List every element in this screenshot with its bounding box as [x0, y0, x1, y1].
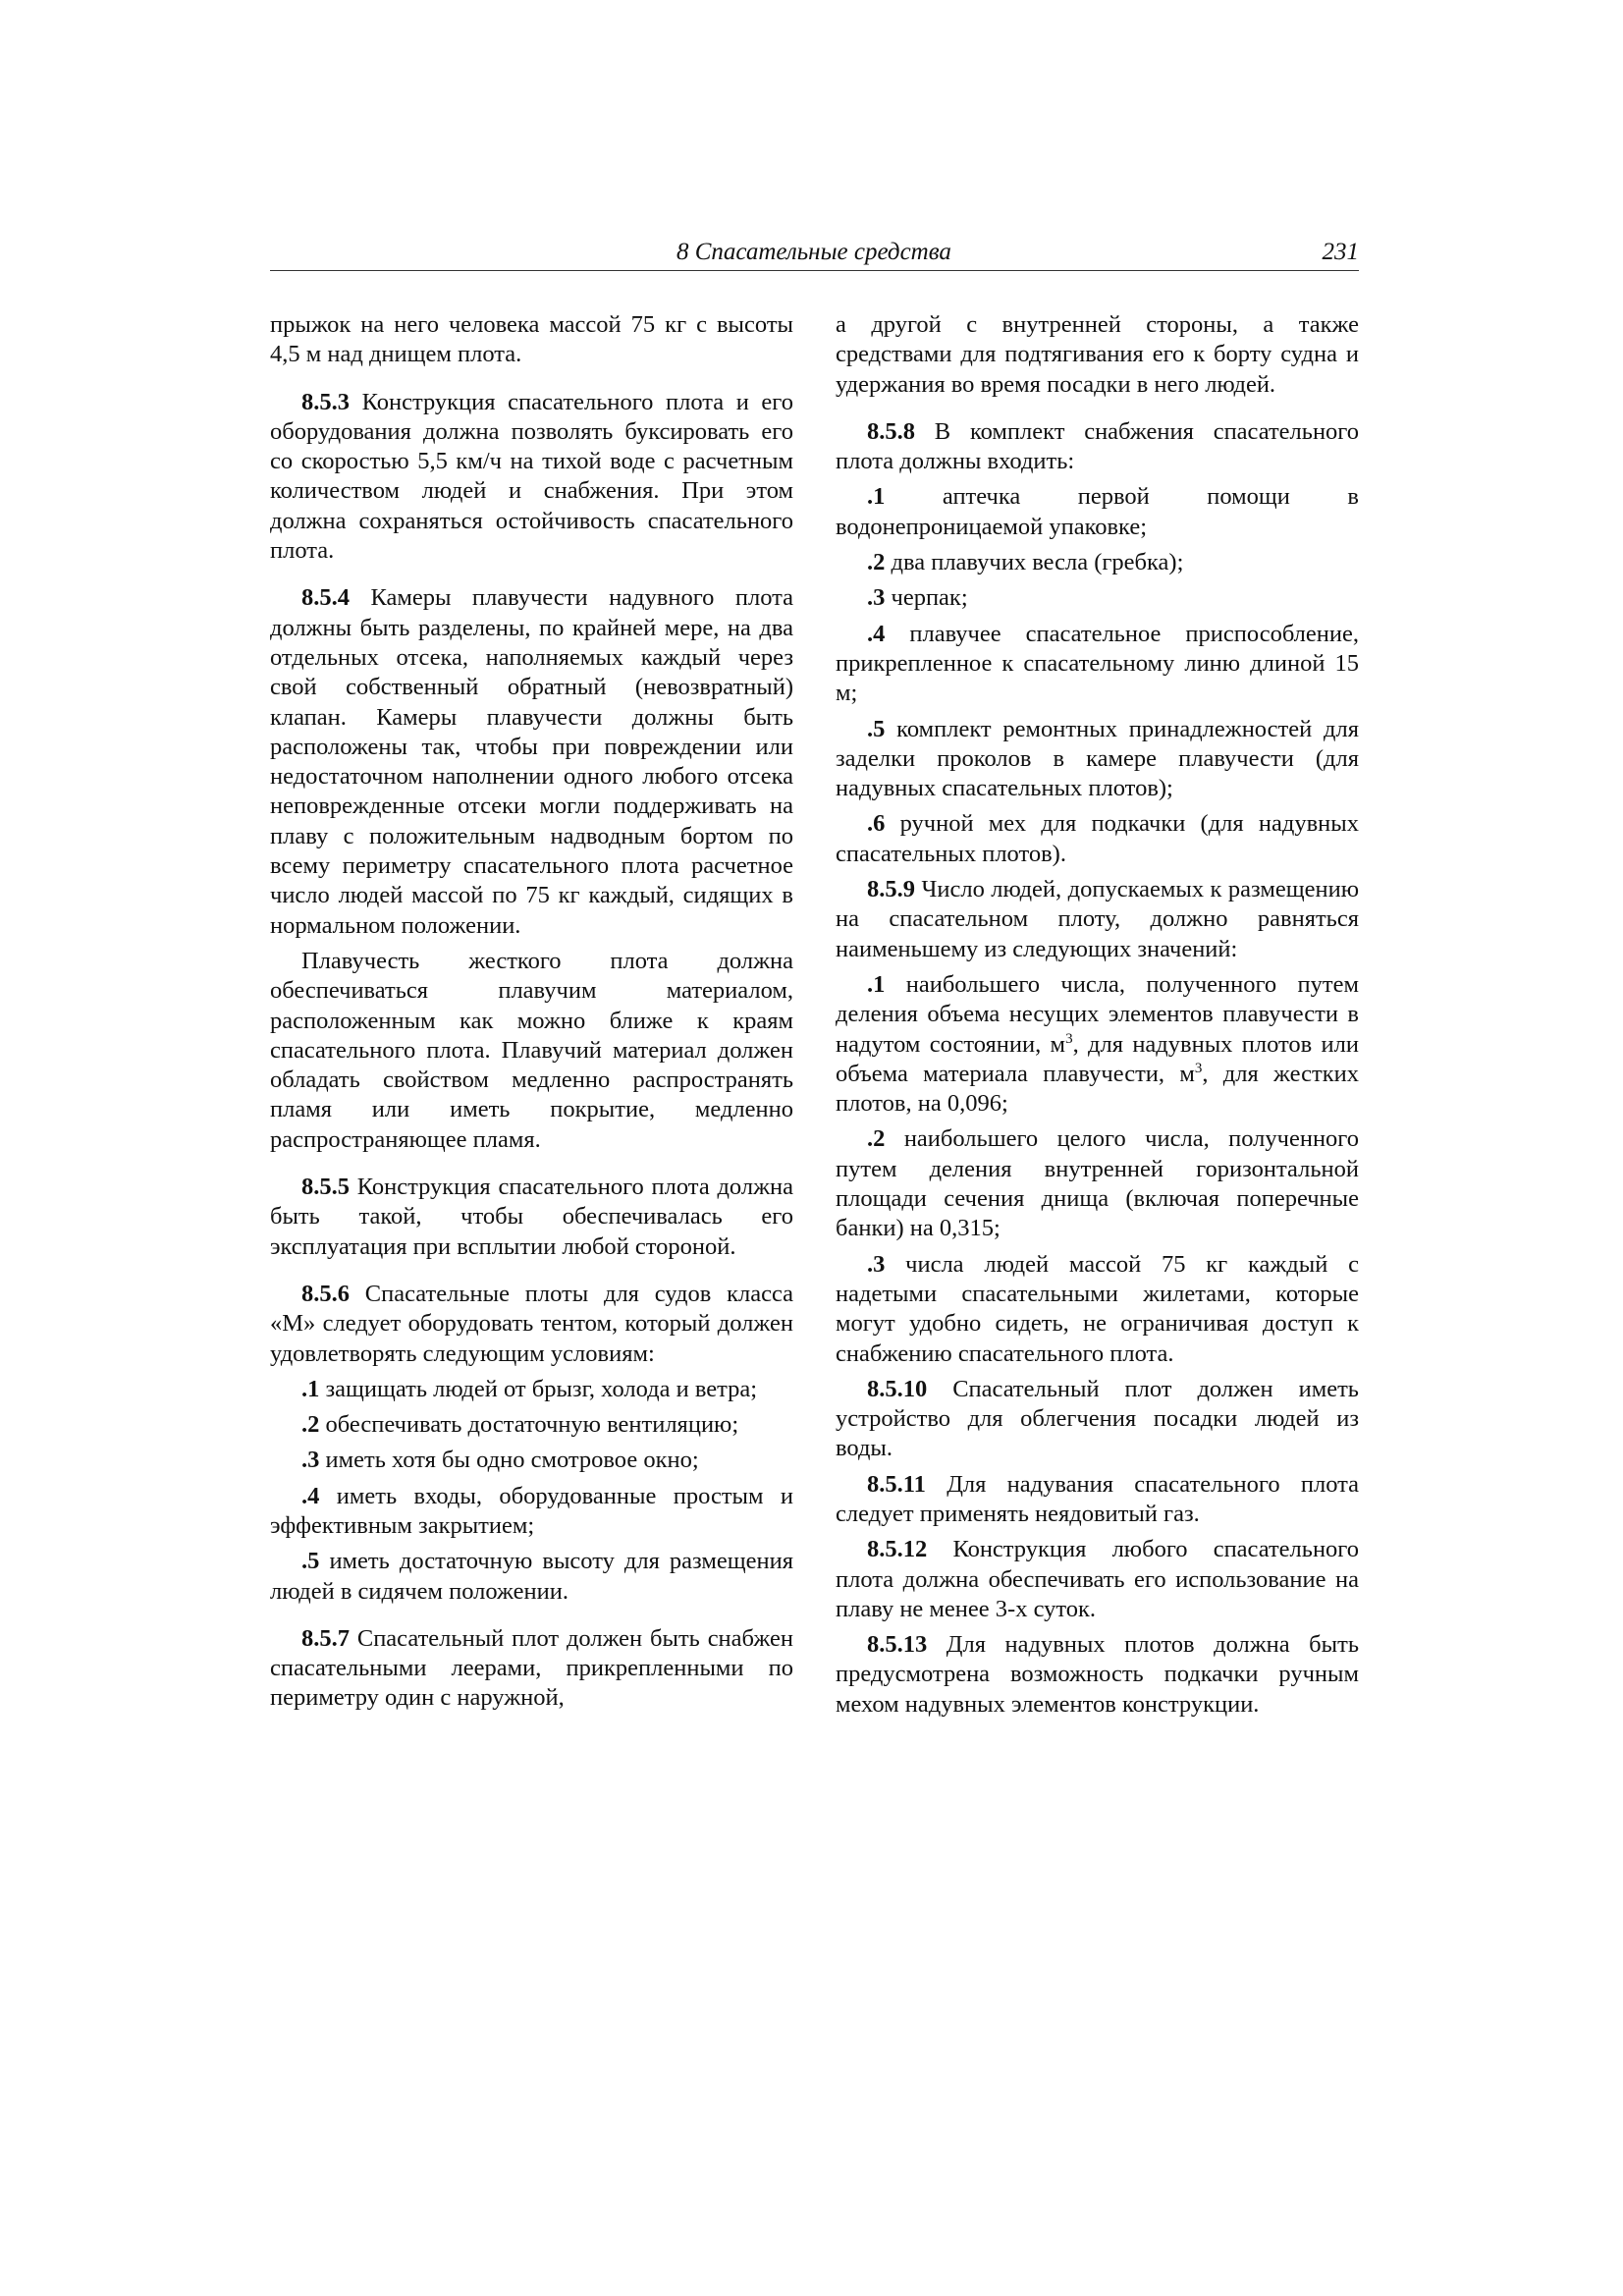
section-title: 8 Спасательные средства: [676, 239, 951, 265]
clause-text: Спасательные плоты для судов класса «М» следует оборудовать тентом, который должен удовлетворять следующим условиям:: [270, 1280, 793, 1367]
clause-number: 8.5.8: [867, 417, 915, 445]
item-text: иметь достаточную высоту для размещения людей в сидячем положении.: [270, 1548, 793, 1605]
list-item: [836, 1250, 1359, 1369]
item-text: комплект ремонтных принадлежностей для заделки проколов в камере плавучести (для надувных спасательных плотов);: [836, 715, 1359, 802]
item-text: числа людей массой 75 кг каждый с надетыми спасательными жилетами, которые могут удобно сидеть, не ограничивая доступ к снабжению спасательного плота.: [836, 1250, 1359, 1367]
item-number: .1: [867, 483, 886, 511]
clause-8-5-9: [836, 875, 1359, 964]
paragraph-text: а другой с внутренней стороны, а также средствами для подтягивания его к борту судна и удержания во время посадки в него людей.: [836, 311, 1359, 398]
clause-text: Для надувных плотов должна быть предусмотрена возможность подкачки ручным мехом надувных элементов конструкции.: [836, 1631, 1359, 1718]
clause-8-5-6: [270, 1280, 793, 1369]
clause-number: 8.5.11: [867, 1470, 926, 1498]
item-text: защищать людей от брызг, холода и ветра;: [319, 1375, 758, 1402]
clause-number: 8.5.4: [301, 584, 350, 612]
clause-8-5-10: [836, 1375, 1359, 1464]
list-item: [270, 1547, 793, 1607]
item-number: .3: [867, 584, 886, 612]
list-item: [836, 620, 1359, 709]
item-number: .2: [301, 1411, 320, 1439]
item-text-cont: , для надувных плотов или объема материала плавучести, м: [836, 1030, 1359, 1087]
clause-number: 8.5.6: [301, 1280, 350, 1307]
clause-number: 8.5.12: [867, 1536, 928, 1563]
list-item: [270, 1375, 793, 1404]
list-item: [836, 970, 1359, 1119]
item-number: .2: [867, 1125, 886, 1153]
clause-number: 8.5.13: [867, 1631, 928, 1659]
item-text: обеспечивать достаточную вентиляцию;: [319, 1411, 739, 1439]
item-text: иметь хотя бы одно смотровое окно;: [319, 1447, 699, 1474]
item-text: наибольшего целого числа, полученного путем деления внутренней горизонтальной площади сечения днища (включая поперечные банки) на 0,315;: [836, 1125, 1359, 1242]
clause-8-5-5: [270, 1173, 793, 1262]
running-header: [270, 237, 1359, 268]
clause-text: Камеры плавучести надувного плота должны быть разделены, по крайней мере, на два отдельных отсека, наполняемых каждый через свой собственный обратный (невозвратный) клапан. Камеры плавучести должны быть расположены так, чтобы при повреждении или недостаточном наполнении одного любого отсека неповрежденные отсеки могли поддерживать на плаву с положительным надводным бортом по всему периметру спасательного плота расчетное число людей массой по 75 кг каждый, сидящих в нормальном положении.: [270, 584, 793, 939]
clause-text: Спасательный плот должен иметь устройство для облегчения посадки людей из воды.: [836, 1375, 1359, 1462]
list-item: [836, 482, 1359, 542]
clause-text: Конструкция спасательного плота и его оборудования должна позволять буксировать его со скоростью 5,5 км/ч на тихой воде с расчетным количеством людей и снабжения. При этом должна сохраняться остойчивость спасательного плота.: [270, 388, 793, 565]
left-column: [270, 310, 793, 1714]
item-number: .3: [301, 1447, 320, 1474]
item-text: наибольшего числа, полученного путем деления объема несущих элементов плавучести в надутом состоянии, м: [836, 970, 1359, 1058]
clause-text: В комплект снабжения спасательного плота должны входить:: [836, 417, 1359, 475]
item-text: черпак;: [885, 584, 968, 612]
clause-text: Для надувания спасательного плота следует применять неядовитый газ.: [836, 1470, 1359, 1527]
clause-number: 8.5.9: [867, 876, 915, 903]
item-text: аптечка первой помощи в водонепроницаемой упаковке;: [836, 483, 1359, 540]
clause-number: 8.5.5: [301, 1174, 350, 1201]
list-item: [270, 1482, 793, 1542]
item-number: .5: [301, 1548, 320, 1575]
clause-8-5-3: [270, 388, 793, 567]
clause-8-5-11: [836, 1470, 1359, 1530]
paragraph-text: прыжок на него человека массой 75 кг с высоты 4,5 м над днищем плота.: [270, 311, 793, 368]
paragraph: [270, 310, 793, 370]
item-text: иметь входы, оборудованные простым и эффективным закрытием;: [270, 1482, 793, 1539]
clause-8-5-12: [836, 1535, 1359, 1624]
page-number: 231: [1322, 239, 1359, 265]
clause-text: Спасательный плот должен быть снабжен спасательными леерами, прикрепленными по периметру один с наружной,: [270, 1624, 793, 1712]
clause-text: Число людей, допускаемых к размещению на спасательном плоту, должно равняться наименьшему из следующих значений:: [836, 876, 1359, 962]
item-number: .5: [867, 715, 886, 742]
clause-number: 8.5.10: [867, 1375, 928, 1402]
item-text: два плавучих весла (гребка);: [885, 549, 1184, 576]
list-item: [836, 809, 1359, 869]
clause-8-5-7: [270, 1624, 793, 1714]
clause-8-5-4: [270, 583, 793, 941]
item-number: .4: [301, 1482, 320, 1509]
item-text: ручной мех для подкачки (для надувных спасательных плотов).: [836, 810, 1359, 867]
list-item: [836, 548, 1359, 577]
list-item: [836, 1124, 1359, 1243]
list-item: [836, 715, 1359, 804]
header-rule: [270, 270, 1359, 271]
item-number: .1: [867, 970, 886, 998]
clause-number: 8.5.7: [301, 1624, 350, 1652]
item-number: .1: [301, 1375, 320, 1402]
item-number: .3: [867, 1250, 886, 1278]
clause-8-5-8: [836, 417, 1359, 477]
item-number: .2: [867, 549, 886, 576]
paragraph: [836, 310, 1359, 400]
item-number: .4: [867, 620, 886, 647]
clause-text: Конструкция спасательного плота должна быть такой, чтобы обеспечивалась его эксплуатация при всплытии любой стороной.: [270, 1174, 793, 1260]
list-item: [270, 1410, 793, 1440]
list-item: [836, 583, 1359, 613]
item-text: плавучее спасательное приспособление, прикрепленное к спасательному линю длиной 15 м;: [836, 620, 1359, 707]
superscript: 3: [1065, 1030, 1073, 1047]
clause-8-5-13: [836, 1630, 1359, 1720]
clause-number: 8.5.3: [301, 388, 350, 415]
item-number: .6: [867, 810, 886, 838]
item-text-cont: , для жестких плотов, на 0,096;: [836, 1060, 1359, 1118]
paragraph-text: Плавучесть жесткого плота должна обеспечиваться плавучим материалом, расположенным как можно ближе к краям спасательного плота. Плавучий материал должен обладать свойством медленно распространять пламя или иметь покрытие, медленно распространяющее пламя.: [270, 947, 793, 1153]
clause-text: Конструкция любого спасательного плота должна обеспечивать его использование на плаву не менее 3-х суток.: [836, 1536, 1359, 1622]
list-item: [270, 1446, 793, 1475]
paragraph: [270, 947, 793, 1155]
superscript: 3: [1194, 1060, 1203, 1076]
right-column: [836, 310, 1359, 1720]
